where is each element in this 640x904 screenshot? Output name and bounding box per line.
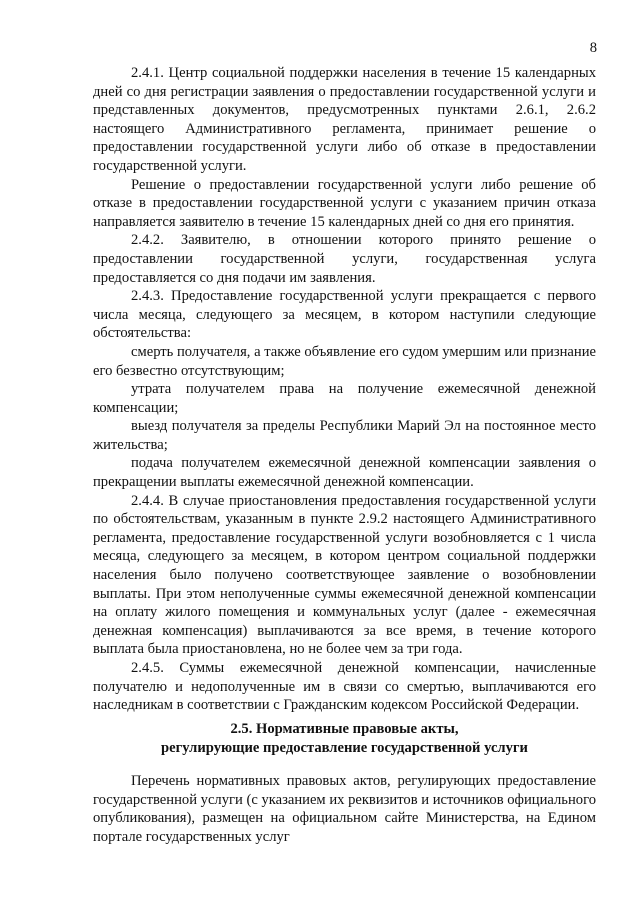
- paragraph-2-4-2: 2.4.2. Заявителю, в отношении которого принято решение о предоставлении государственной услуги, государственная услуга предоставляется со дня подачи им заявления.: [93, 232, 596, 286]
- list-item-relocation: выезд получателя за пределы Республики Марий Эл на постоянное место жительства;: [93, 418, 596, 453]
- page-number: 8: [589, 40, 597, 56]
- list-item-death: смерть получателя, а также объявление его судом умершим или признание его безвестно отсутствующим;: [93, 343, 596, 379]
- main-text-block: [93, 64, 596, 715]
- paragraph-normative-acts: Перечень нормативных правовых актов, регулирующих предоставление государственной услуги (с указанием их реквизитов и источников официального опубликования), размещен на официальном сайте Министерства, на Едином портале государственных услуг: [93, 773, 596, 845]
- section-heading-line1: 2.5. Нормативные правовые акты,: [230, 721, 459, 737]
- paragraph-2-4-3: 2.4.3. Предоставление государственной услуги прекращается с первого числа месяца, следующего за месяцем, в котором наступили следующие обстоятельства:: [93, 288, 596, 342]
- section-heading: [93, 720, 596, 757]
- list-item-loss-of-right: утрата получателем права на получение ежемесячной денежной компенсации;: [93, 381, 596, 416]
- paragraph-2-4-5: 2.4.5. Суммы ежемесячной денежной компенсации, начисленные получателю и недополученные им в связи со смертью, выплачиваются его наследникам в соответствии с Гражданским кодексом Российской Федерации.: [93, 660, 596, 714]
- paragraph-decision-notice: Решение о предоставлении государственной услуги либо решение об отказе в предоставлении государственной услуги с указанием причин отказа направляется заявителю в течение 15 календарных дней со дня его принятия.: [93, 176, 596, 230]
- list-item-application: подача получателем ежемесячной денежной компенсации заявления о прекращении выплаты ежемесячной денежной компенсации.: [93, 455, 596, 491]
- paragraph-2-4-4: 2.4.4. В случае приостановления предоставления государственной услуги по обстоятельствам, указанным в пункте 2.9.2 настоящего Административного регламента, предоставление государственной услуги возобновляется с 1 числа месяца, следующего за месяцем, в котором центром социальной поддержки населения было получено соответствующее заявление о возобновлении выплаты. При этом неполученные суммы ежемесячной денежной компенсации на оплату жилого помещения и коммунальных услуг (далее - ежемесячная денежная компенсация) выплачиваются за все время, в течение которого выплата была приостановлена, но не более чем за три года.: [93, 492, 596, 658]
- section-heading-line2: регулирующие предоставление государственной услуги: [161, 739, 528, 756]
- section-text-block: [93, 772, 596, 846]
- paragraph-2-4-1: 2.4.1. Центр социальной поддержки населения в течение 15 календарных дней со дня регистрации заявления о предоставлении государственной услуги и представленных документов, предусмотренных пунктами 2.6.1, 2.6.2 настоящего Административного регламента, принимает решение о предоставлении государственной услуги либо об отказе в предоставлении государственной услуги.: [93, 65, 596, 174]
